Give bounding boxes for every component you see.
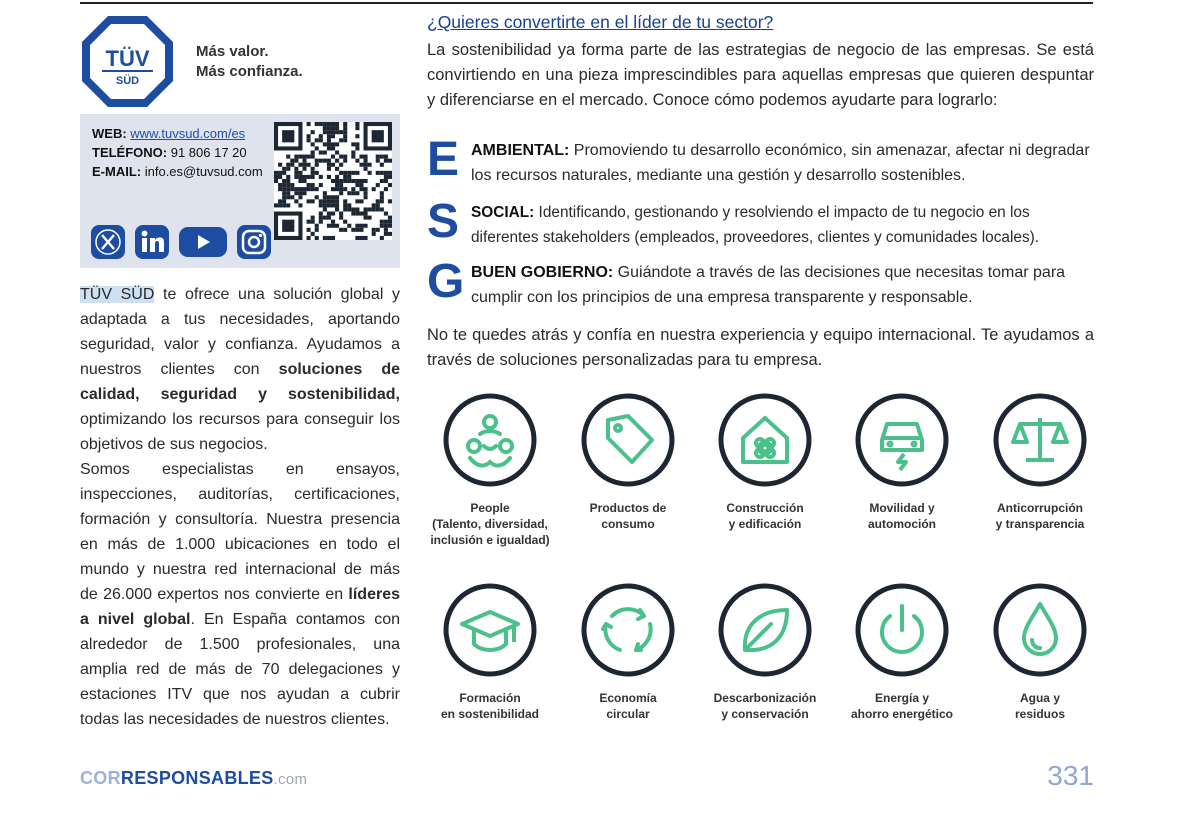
qr-code[interactable] (274, 122, 392, 240)
area-circular-economy (568, 580, 688, 722)
area-label-people: People (Talento, diversidad, inclusión e igualdad) (430, 501, 550, 547)
scale-icon (990, 390, 1090, 490)
tagline-line2: Más confianza. (196, 63, 303, 80)
left-p2-bold: líderes a nivel global (80, 586, 400, 628)
area-construction (705, 390, 825, 532)
esg-title-g: BUEN GOBIERNO: (471, 264, 614, 281)
esg-title-s: SOCIAL: (471, 204, 535, 221)
section-heading[interactable]: ¿Quieres convertirte en el líder de tu sector? (427, 12, 774, 32)
area-consumer-products (568, 390, 688, 532)
area-label-construction: Construcción y edificación (726, 501, 804, 531)
x-icon[interactable] (90, 224, 126, 260)
area-water (980, 580, 1100, 722)
tagline-line1: Más valor. (196, 43, 269, 60)
house-icon (715, 390, 815, 490)
top-rule (80, 2, 1093, 4)
email-label: E-MAIL: (92, 164, 142, 179)
left-p1-b: optimizando los recursos para conseguir los objetivos de sus negocios. (80, 411, 400, 453)
page-number: 331 (1047, 760, 1094, 791)
footer-brand-part3: .com (273, 771, 308, 788)
linkedin-icon[interactable] (134, 224, 170, 260)
logo-text-top: TÜV (105, 46, 150, 71)
social-links (90, 224, 272, 260)
phone-label: TELÉFONO: (92, 145, 168, 160)
water-drop-icon (990, 580, 1090, 680)
instagram-icon[interactable] (236, 224, 272, 260)
leaf-icon (715, 580, 815, 680)
area-decarbonization (705, 580, 825, 722)
graduation-cap-icon (440, 580, 540, 680)
tag-icon (578, 390, 678, 490)
web-link[interactable]: www.tuvsud.com/es (130, 126, 246, 141)
area-anticorruption (980, 390, 1100, 532)
tagline (196, 42, 303, 82)
left-p2-b: . En España contamos con alrededor de 1.500 profesionales, una amplia red de más de 70 delegaciones y estaciones ITV que nos ayudan a cubrir todas las necesidades de nuestros clientes. (80, 611, 400, 728)
footer-brand-part2: RESPONSABLES (120, 768, 274, 788)
left-body-text (80, 282, 400, 732)
area-label-decarbonization: Descarbonización y conservación (713, 691, 817, 721)
tuv-sud-logo (80, 14, 175, 109)
esg-text-s: Identificando, gestionando y resolviendo el impacto de tu negocio en los diferentes stakeholders (empleados, proveedores, clientes y comunidades locales). (471, 204, 1040, 246)
left-p2-a: Somos especialistas en ensayos, inspecciones, auditorías, certificaciones, formación y consultoría. Nuestra presencia en más de 1.000 ubicaciones en todo el mundo y nuestra red internacional de más de 26.000 expertos nos convierte en (80, 461, 400, 603)
footer-brand-part1: COR (80, 768, 121, 788)
area-training (430, 580, 550, 722)
contact-box (80, 114, 400, 268)
outro-paragraph: No te quedes atrás y confía en nuestra experiencia y equipo internacional. Te ayudamos a través de soluciones personalizadas para tu empresa. (427, 326, 1094, 369)
area-people (430, 390, 550, 548)
highlighted-brand: TÜV SÜD (80, 286, 155, 303)
footer-brand (80, 768, 307, 789)
sustainability-icon-grid (430, 390, 1100, 735)
car-icon (852, 390, 952, 490)
esg-letter-g: G (427, 255, 465, 308)
area-label-water: Agua y residuos (1014, 691, 1065, 721)
web-label: WEB: (92, 126, 127, 141)
area-label-consumer-products: Productos de consumo (589, 501, 667, 531)
esg-text-g: Guiándote a través de las decisiones que necesitas tomar para cumplir con los principios de una empresa transparente y responsable. (471, 264, 1066, 306)
left-p1-bold: soluciones de calidad, seguridad y sostenibilidad, (80, 361, 401, 403)
area-mobility (842, 390, 962, 532)
esg-letter-s: S (427, 195, 460, 248)
area-label-mobility: Movilidad y automoción (868, 501, 936, 531)
left-p1-a: te ofrece una solución global y adaptada a tus necesidades, aportando seguridad, valor y confianza. Ayudamos a nuestros clientes con (80, 286, 400, 378)
esg-letter-e: E (427, 133, 460, 186)
area-label-energy: Energía y ahorro energético (850, 691, 954, 721)
phone-value: 91 806 17 20 (170, 145, 247, 160)
intro-paragraph: La sostenibilidad ya forma parte de las estrategias de negocio de las empresas. Se está convirtiendo en una pieza imprescindibles para aquellas empresas que quieren despuntar y diferenciarse en el mercado. Conoce cómo podemos ayudarte para lograrlo: (427, 41, 1094, 109)
youtube-icon[interactable] (178, 224, 228, 260)
logo-text-bottom: SÜD (115, 75, 140, 87)
area-label-circular-economy: Economía circular (599, 691, 657, 721)
people-icon (440, 390, 540, 490)
esg-title-e: AMBIENTAL: (471, 142, 570, 159)
email-value[interactable]: info.es@tuvsud.com (144, 164, 263, 179)
area-label-training: Formación en sostenibilidad (440, 691, 539, 721)
power-icon (852, 580, 952, 680)
recycle-icon (578, 580, 678, 680)
area-label-anticorruption: Anticorrupción y transparencia (995, 501, 1085, 531)
area-energy (842, 580, 962, 722)
esg-text-e: Promoviendo tu desarrollo económico, sin amenazar, afectar ni degradar los recursos naturales, mediante una gestión y desarrollo sostenibles. (471, 142, 1090, 184)
